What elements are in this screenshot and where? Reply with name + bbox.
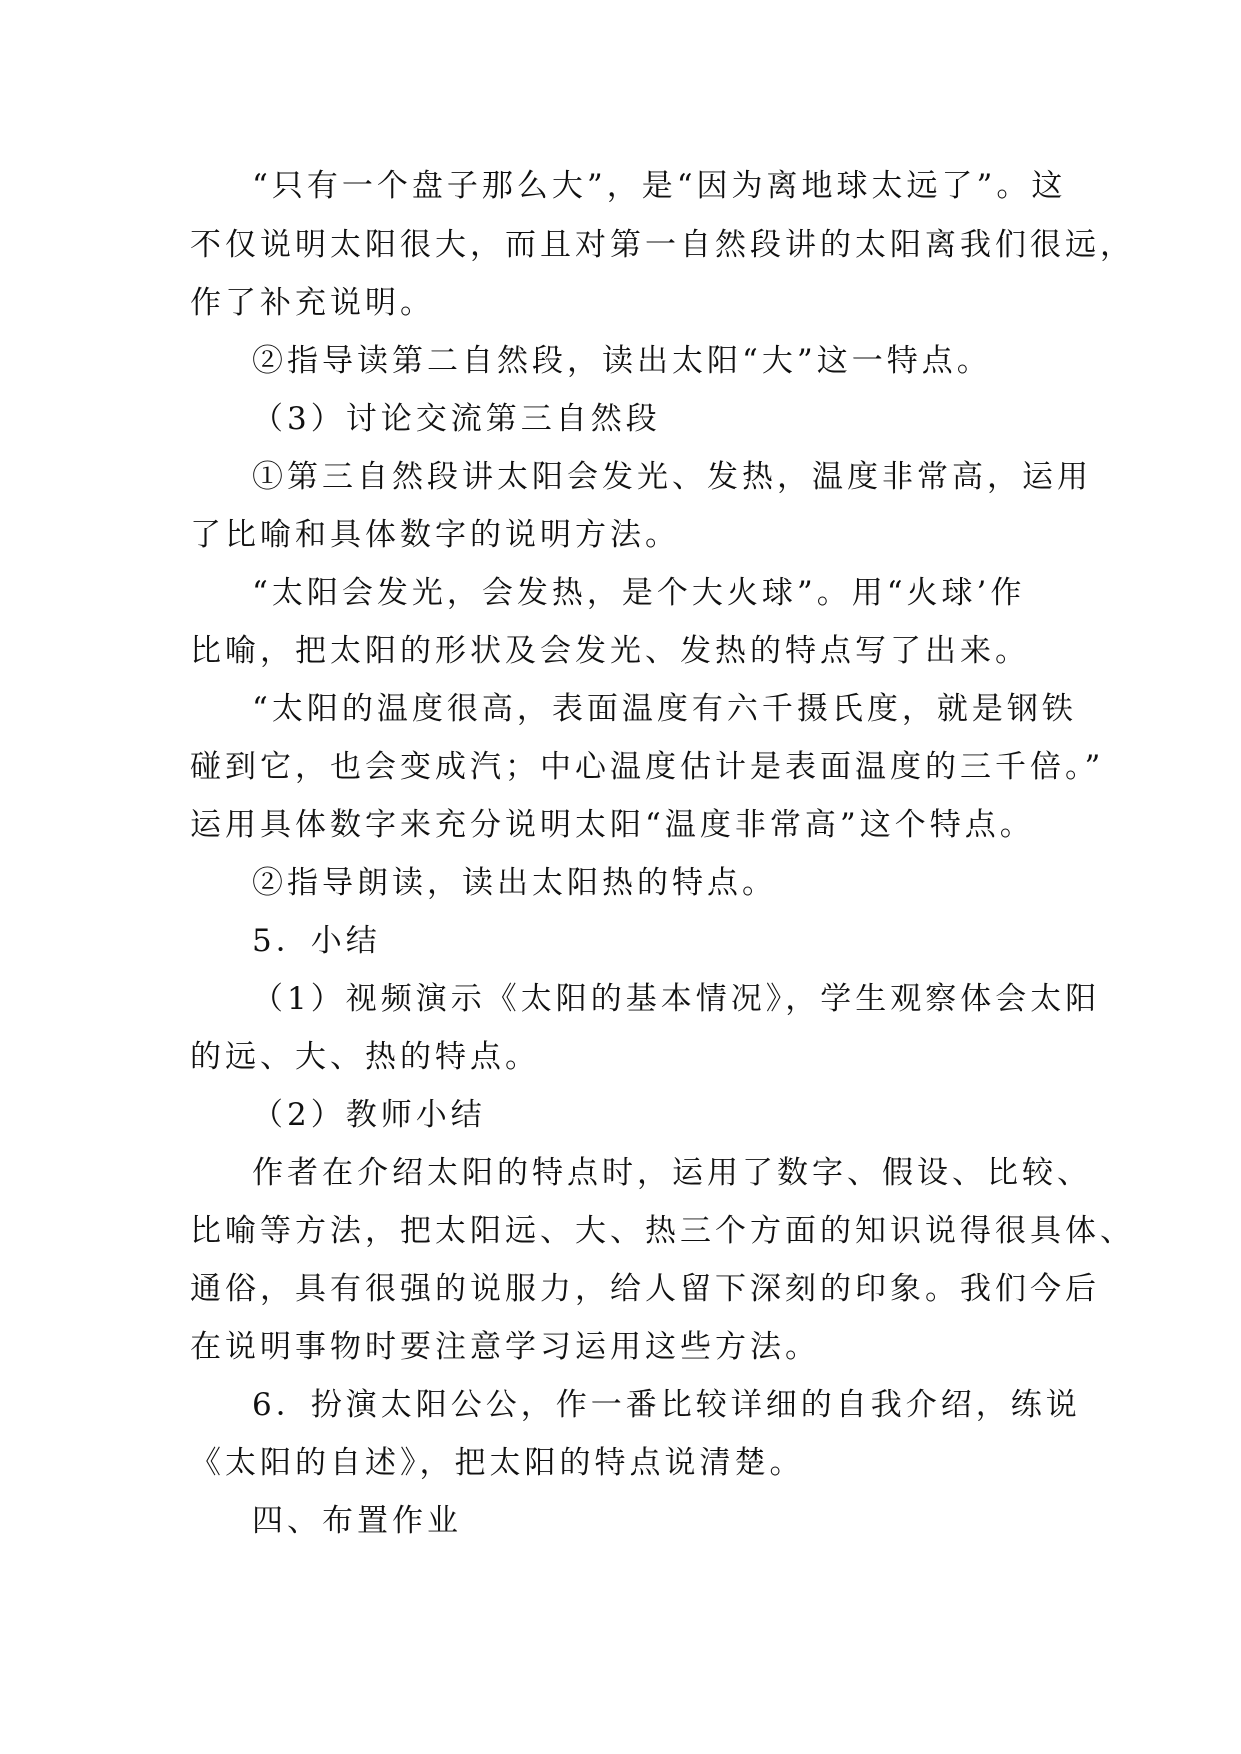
- text-line: 比喻，把太阳的形状及会发光、发热的特点写了出来。: [190, 633, 1030, 669]
- text-line: 作者在介绍太阳的特点时，运用了数字、假设、比较、: [252, 1155, 1092, 1191]
- text-line: ①第三自然段讲太阳会发光、发热，温度非常高，运用: [252, 459, 1092, 495]
- text-line: 比喻等方法，把太阳远、大、热三个方面的知识说得很具体、: [190, 1213, 1135, 1249]
- text-line: （1）视频演示《太阳的基本情况》，学生观察体会太阳: [252, 981, 1101, 1017]
- text-line: ②指导读第二自然段，读出太阳“大”这一特点。: [252, 343, 992, 379]
- text-line: 的远、大、热的特点。: [190, 1039, 540, 1075]
- text-line: 通俗，具有很强的说服力，给人留下深刻的印象。我们今后: [190, 1271, 1100, 1307]
- text-line: 不仅说明太阳很大，而且对第一自然段讲的太阳离我们很远，: [190, 227, 1135, 263]
- text-line: “只有一个盘子那么大”，是“因为离地球太远了”。这: [252, 168, 1067, 204]
- section-heading: 四、布置作业: [252, 1503, 462, 1539]
- section-heading: 5．小结: [252, 923, 381, 959]
- text-line: “太阳的温度很高，表面温度有六千摄氏度，就是钢铁: [252, 691, 1077, 727]
- text-line: ②指导朗读，读出太阳热的特点。: [252, 865, 777, 901]
- text-line: 《太阳的自述》，把太阳的特点说清楚。: [190, 1445, 805, 1481]
- text-line: 了比喻和具体数字的说明方法。: [190, 517, 680, 553]
- text-line: （2）教师小结: [252, 1097, 486, 1133]
- text-line: 碰到它，也会变成汽；中心温度估计是表面温度的三千倍。”: [190, 749, 1105, 785]
- text-line: 在说明事物时要注意学习运用这些方法。: [190, 1329, 820, 1365]
- text-line: （3）讨论交流第三自然段: [252, 401, 661, 437]
- text-line: “太阳会发光，会发热，是个大火球”。用“火球’作: [252, 575, 1026, 611]
- section-heading: 6．扮演太阳公公，作一番比较详细的自我介绍，练说: [252, 1387, 1081, 1423]
- text-line: 运用具体数字来充分说明太阳“温度非常高”这个特点。: [190, 807, 1035, 843]
- text-line: 作了补充说明。: [190, 285, 435, 321]
